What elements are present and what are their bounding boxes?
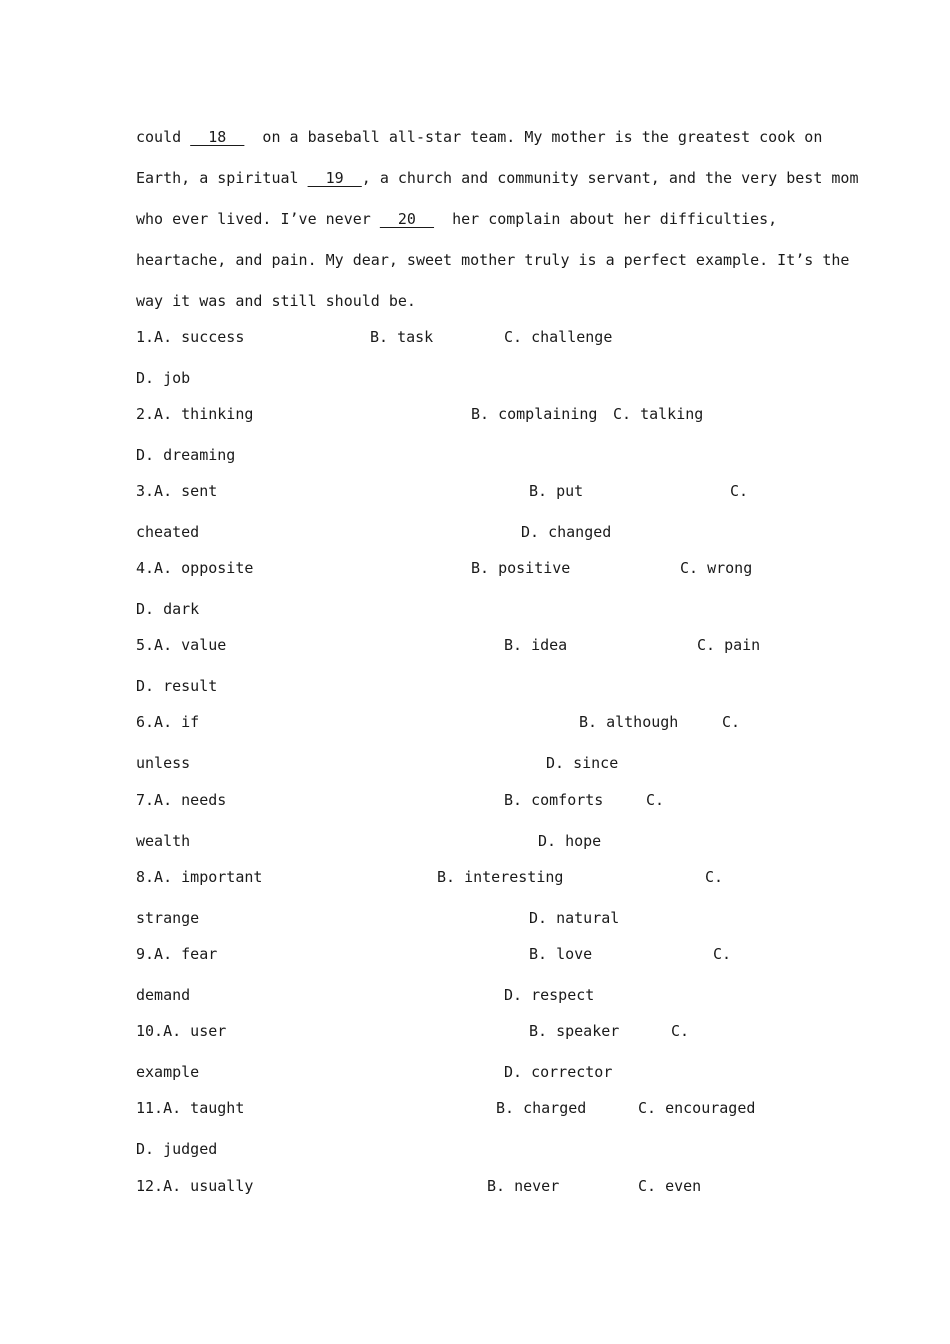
q10-option-a: 10.A. user xyxy=(136,1022,227,1040)
q12-option-a: 12.A. usually xyxy=(136,1177,254,1195)
q5-option-c: C. pain xyxy=(697,636,761,654)
passage-text: , a church and community servant, and the very best mom xyxy=(361,169,859,187)
q7-option-b: B. comforts xyxy=(504,791,604,809)
q6-option-c-word: unless xyxy=(136,754,191,772)
q8-option-a: 8.A. important xyxy=(136,868,263,886)
passage-text: who ever lived. I’ve never xyxy=(136,210,380,228)
q4-option-a: 4.A. opposite xyxy=(136,559,254,577)
passage-text: on a baseball all-star team. My mother is the greatest cook on xyxy=(244,128,823,146)
q3-option-c: C. xyxy=(730,482,749,500)
q11-option-c: C. encouraged xyxy=(638,1099,756,1117)
q1-option-a: 1.A. success xyxy=(136,328,245,346)
q8-option-b: B. interesting xyxy=(437,868,564,886)
q9-option-a: 9.A. fear xyxy=(136,945,218,963)
q11-option-a: 11.A. taught xyxy=(136,1099,245,1117)
q1-option-b: B. task xyxy=(370,328,434,346)
q9-option-c-word: demand xyxy=(136,986,191,1004)
q2-option-c: C. talking xyxy=(613,405,704,423)
passage-text: Earth, a spiritual xyxy=(136,169,308,187)
q1-option-c: C. challenge xyxy=(504,328,613,346)
q6-option-d: D. since xyxy=(546,754,619,772)
q7-option-d: D. hope xyxy=(538,832,602,850)
q3-option-b: B. put xyxy=(529,482,584,500)
q7-option-c: C. xyxy=(646,791,665,809)
q12-option-b: B. never xyxy=(487,1177,560,1195)
q9-option-c: C. xyxy=(713,945,732,963)
passage-text: could xyxy=(136,128,191,146)
q9-option-d: D. respect xyxy=(504,986,595,1004)
passage-line-4: heartache, and pain. My dear, sweet mother truly is a perfect example. It’s the xyxy=(136,251,850,269)
q2-option-a: 2.A. thinking xyxy=(136,405,254,423)
q3-option-a: 3.A. sent xyxy=(136,482,218,500)
q4-option-b: B. positive xyxy=(471,559,571,577)
q5-option-b: B. idea xyxy=(504,636,568,654)
q10-option-d: D. corrector xyxy=(504,1063,613,1081)
blank-18: 18 xyxy=(190,128,245,146)
q4-option-d: D. dark xyxy=(136,600,200,618)
q9-option-b: B. love xyxy=(529,945,593,963)
blank-19: 19 xyxy=(307,169,362,187)
q6-option-a: 6.A. if xyxy=(136,713,200,731)
q11-option-d: D. judged xyxy=(136,1140,218,1158)
blank-20: 20 xyxy=(379,210,435,228)
q3-option-c-word: cheated xyxy=(136,523,200,541)
passage-line-3 xyxy=(136,209,777,229)
q2-option-d: D. dreaming xyxy=(136,446,236,464)
passage-text: her complain about her difficulties, xyxy=(434,210,778,228)
q7-option-a: 7.A. needs xyxy=(136,791,227,809)
passage-line-5: way it was and still should be. xyxy=(136,292,416,310)
q5-option-a: 5.A. value xyxy=(136,636,227,654)
q3-option-d: D. changed xyxy=(521,523,612,541)
q7-option-c-word: wealth xyxy=(136,832,191,850)
passage-line-2 xyxy=(136,168,858,188)
q2-option-b: B. complaining xyxy=(471,405,598,423)
q10-option-c: C. xyxy=(671,1022,690,1040)
q1-option-d: D. job xyxy=(136,369,191,387)
q6-option-c: C. xyxy=(722,713,741,731)
q12-option-c: C. even xyxy=(638,1177,702,1195)
q4-option-c: C. wrong xyxy=(680,559,753,577)
q10-option-b: B. speaker xyxy=(529,1022,620,1040)
passage-line-1 xyxy=(136,127,822,147)
q6-option-b: B. although xyxy=(579,713,679,731)
q5-option-d: D. result xyxy=(136,677,218,695)
q10-option-c-word: example xyxy=(136,1063,200,1081)
q8-option-d: D. natural xyxy=(529,909,620,927)
q11-option-b: B. charged xyxy=(496,1099,587,1117)
q8-option-c-word: strange xyxy=(136,909,200,927)
q8-option-c: C. xyxy=(705,868,724,886)
